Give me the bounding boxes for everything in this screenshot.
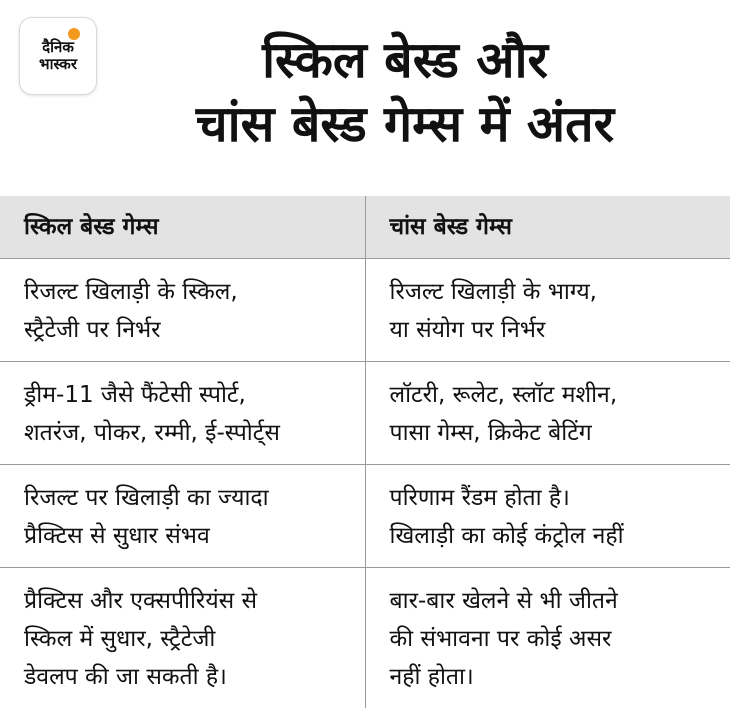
dainik-bhaskar-logo: [20, 18, 96, 94]
chance-cell: [365, 259, 730, 362]
table-row: [0, 362, 730, 465]
cell-text: ड्रीम-11 जैसे फैंटेसी स्पोर्ट,: [24, 376, 355, 414]
skill-cell: [0, 362, 365, 465]
logo-line-1: दैनिक: [42, 39, 74, 56]
cell-text: रिजल्ट पर खिलाड़ी का ज्यादा: [24, 479, 355, 517]
table-header-row: [0, 196, 730, 259]
skill-cell: [0, 568, 365, 708]
cell-text: परिणाम रैंडम होता है।: [390, 479, 721, 517]
cell-text: प्रैक्टिस से सुधार संभव: [24, 517, 355, 555]
skill-cell: [0, 465, 365, 568]
comparison-table: [0, 196, 730, 708]
table-row: [0, 465, 730, 568]
cell-text: स्किल में सुधार, स्ट्रैटेजी: [24, 620, 355, 658]
cell-text: स्ट्रैटेजी पर निर्भर: [24, 311, 355, 349]
cell-text: या संयोग पर निर्भर: [390, 311, 721, 349]
cell-text: नहीं होता।: [390, 658, 721, 696]
page-title: [110, 28, 700, 156]
cell-text: खिलाड़ी का कोई कंट्रोल नहीं: [390, 517, 721, 555]
cell-text: शतरंज, पोकर, रम्मी, ई-स्पोर्ट्स: [24, 414, 355, 452]
cell-text: रिजल्ट खिलाड़ी के भाग्य,: [390, 273, 721, 311]
title-line-1: स्किल बेस्ड और: [110, 28, 700, 92]
skill-cell: [0, 259, 365, 362]
cell-text: पासा गेम्स, क्रिकेट बेटिंग: [390, 414, 721, 452]
cell-text: डेवलप की जा सकती है।: [24, 658, 355, 696]
chance-cell: [365, 568, 730, 708]
cell-text: प्रैक्टिस और एक्सपीरियंस से: [24, 582, 355, 620]
cell-text: रिजल्ट खिलाड़ी के स्किल,: [24, 273, 355, 311]
cell-text: बार-बार खेलने से भी जीतने: [390, 582, 721, 620]
chance-cell: [365, 465, 730, 568]
chance-cell: [365, 362, 730, 465]
logo-line-2: भास्कर: [39, 56, 77, 73]
table-row: [0, 259, 730, 362]
header-chance-games: चांस बेस्ड गेम्स: [365, 196, 730, 259]
cell-text: लॉटरी, रूलेट, स्लॉट मशीन,: [390, 376, 721, 414]
table-row: [0, 568, 730, 708]
title-line-2: चांस बेस्ड गेम्स में अंतर: [110, 92, 700, 156]
header-skill-games: स्किल बेस्ड गेम्स: [0, 196, 365, 259]
cell-text: की संभावना पर कोई असर: [390, 620, 721, 658]
